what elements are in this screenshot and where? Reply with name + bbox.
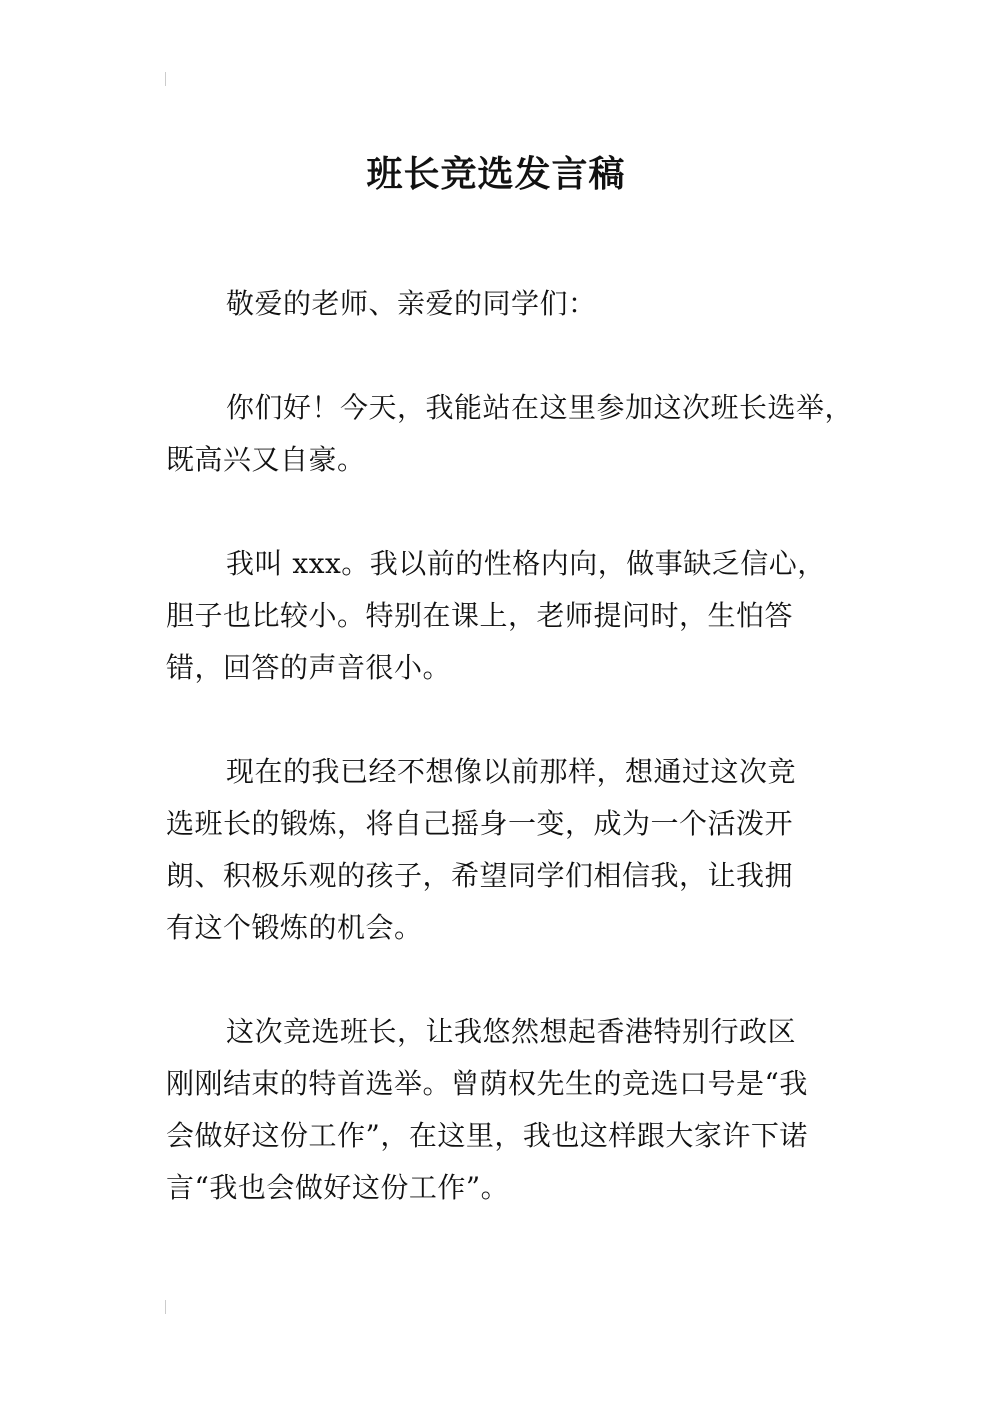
paragraph xyxy=(166,278,846,330)
paragraph-line: 既高兴又自豪。 xyxy=(166,443,366,476)
paragraph-line: 胆子也比较小。特别在课上，老师提问时，生怕答 xyxy=(166,599,794,632)
paragraph-line: 会做好这份工作”，在这里，我也这样跟大家许下诺 xyxy=(166,1119,808,1152)
paragraph-line: 敬爱的老师、亲爱的同学们： xyxy=(226,287,597,320)
document-title: 班长竞选发言稿 xyxy=(366,154,626,196)
paragraph-line: 这次竞选班长，让我悠然想起香港特别行政区 xyxy=(226,1015,797,1048)
paragraph-line: 选班长的锻炼，将自己摇身一变，成为一个活泼开 xyxy=(166,807,794,840)
paragraph-line: 刚刚结束的特首选举。曾荫权先生的竞选口号是“我 xyxy=(166,1067,808,1100)
paragraph-line: 有这个锻炼的机会。 xyxy=(166,911,423,944)
page-corner-mark-top xyxy=(165,72,166,86)
paragraph-line: 现在的我已经不想像以前那样，想通过这次竞 xyxy=(226,755,797,788)
paragraph xyxy=(166,538,846,694)
paragraph-line: 我叫 xxx。我以前的性格内向，做事缺乏信心， xyxy=(226,547,826,580)
paragraph xyxy=(166,746,846,954)
paragraph xyxy=(166,382,854,486)
paragraph-line: 你们好！今天，我能站在这里参加这次班长选举， xyxy=(226,391,854,424)
paragraph-line: 错，回答的声音很小。 xyxy=(166,651,452,684)
paragraph-line: 言“我也会做好这份工作”。 xyxy=(166,1171,510,1204)
paragraph xyxy=(166,1006,846,1214)
paragraph-line: 朗、积极乐观的孩子，希望同学们相信我，让我拥 xyxy=(166,859,794,892)
page-corner-mark-bottom xyxy=(165,1300,166,1314)
document-body xyxy=(166,278,854,1266)
